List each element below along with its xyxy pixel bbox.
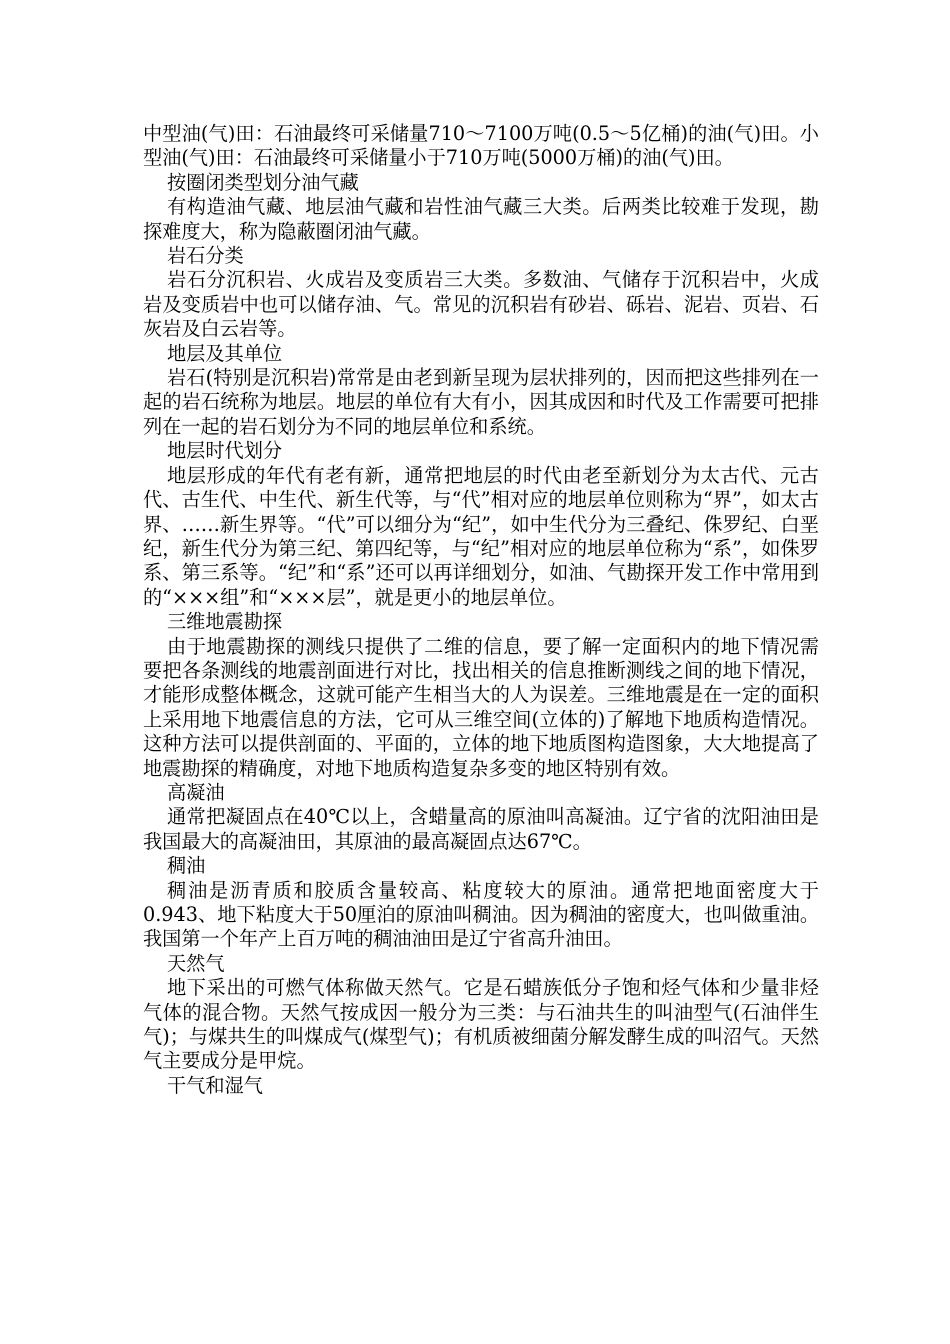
section-heading: 稠油 (167, 854, 206, 878)
section-heading: 地层时代划分 (167, 439, 283, 463)
paragraph: 通常把凝固点在40℃以上，含蜡量高的原油叫高凝油。辽宁省的沈阳油田是我国最大的高凝油田，其原油的最高凝固点达67℃。 (143, 805, 819, 853)
section-heading: 地层及其单位 (167, 341, 283, 365)
section-heading: 干气和湿气 (167, 1073, 263, 1097)
document-body (143, 122, 819, 1098)
paragraph: 岩石分沉积岩、火成岩及变质岩三大类。多数油、气储存于沉积岩中，火成岩及变质岩中也可以储存油、气。常见的沉积岩有砂岩、砾岩、泥岩、页岩、石灰岩及白云岩等。 (143, 268, 819, 341)
paragraph: 有构造油气藏、地层油气藏和岩性油气藏三大类。后两类比较难于发现，勘探难度大，称为隐蔽圈闭油气藏。 (143, 195, 819, 243)
section-heading: 按圈闭类型划分油气藏 (167, 170, 359, 194)
section-heading: 三维地震勘探 (167, 610, 283, 634)
paragraph: 中型油(气)田：石油最终可采储量710～7100万吨(0.5～5亿桶)的油(气)田。小型油(气)田：石油最终可采储量小于710万吨(5000万桶)的油(气)田。 (143, 122, 819, 170)
paragraph: 由于地震勘探的测线只提供了二维的信息，要了解一定面积内的地下情况需要把各条测线的地震剖面进行对比，找出相关的信息推断测线之间的地下情况，才能形成整体概念，这就可能产生相当大的人为误差。三维地震是在一定的面积上采用地下地震信息的方法，它可从三维空间(立体的)了解地下地质构造情况。这种方法可以提供剖面的、平面的，立体的地下地质图构造图象，大大地提高了地震勘探的精确度，对地下地质构造复杂多变的地区特别有效。 (143, 634, 819, 780)
section-heading: 岩石分类 (167, 244, 244, 268)
paragraph: 地下采出的可燃气体称做天然气。它是石蜡族低分子饱和烃气体和少量非烃气体的混合物。天然气按成因一般分为三类：与石油共生的叫油型气(石油伴生气)；与煤共生的叫煤成气(煤型气)；有机质被细菌分解发酵生成的叫沼气。天然气主要成分是甲烷。 (143, 976, 819, 1073)
paragraph: 地层形成的年代有老有新，通常把地层的时代由老至新划分为太古代、元古代、古生代、中生代、新生代等，与“代”相对应的地层单位则称为“界”，如太古界、……新生界等。“代”可以细分为“纪”，如中生代分为三叠纪、侏罗纪、白垩纪，新生代分为第三纪、第四纪等，与“纪”相对应的地层单位称为“系”，如侏罗系、第三系等。“纪”和“系”还可以再详细划分，如油、气勘探开发工作中常用到的“×××组”和“×××层”，就是更小的地层单位。 (143, 463, 819, 609)
paragraph: 稠油是沥青质和胶质含量较高、粘度较大的原油。通常把地面密度大于0.943、地下粘度大于50厘泊的原油叫稠油。因为稠油的密度大，也叫做重油。我国第一个年产上百万吨的稠油油田是辽宁省高升油田。 (143, 878, 819, 951)
paragraph: 岩石(特别是沉积岩)常常是由老到新呈现为层状排列的，因而把这些排列在一起的岩石统称为地层。地层的单位有大有小，因其成因和时代及工作需要可把排列在一起的岩石划分为不同的地层单位和系统。 (143, 366, 819, 438)
section-heading: 天然气 (167, 951, 225, 975)
section-heading: 高凝油 (167, 780, 225, 804)
